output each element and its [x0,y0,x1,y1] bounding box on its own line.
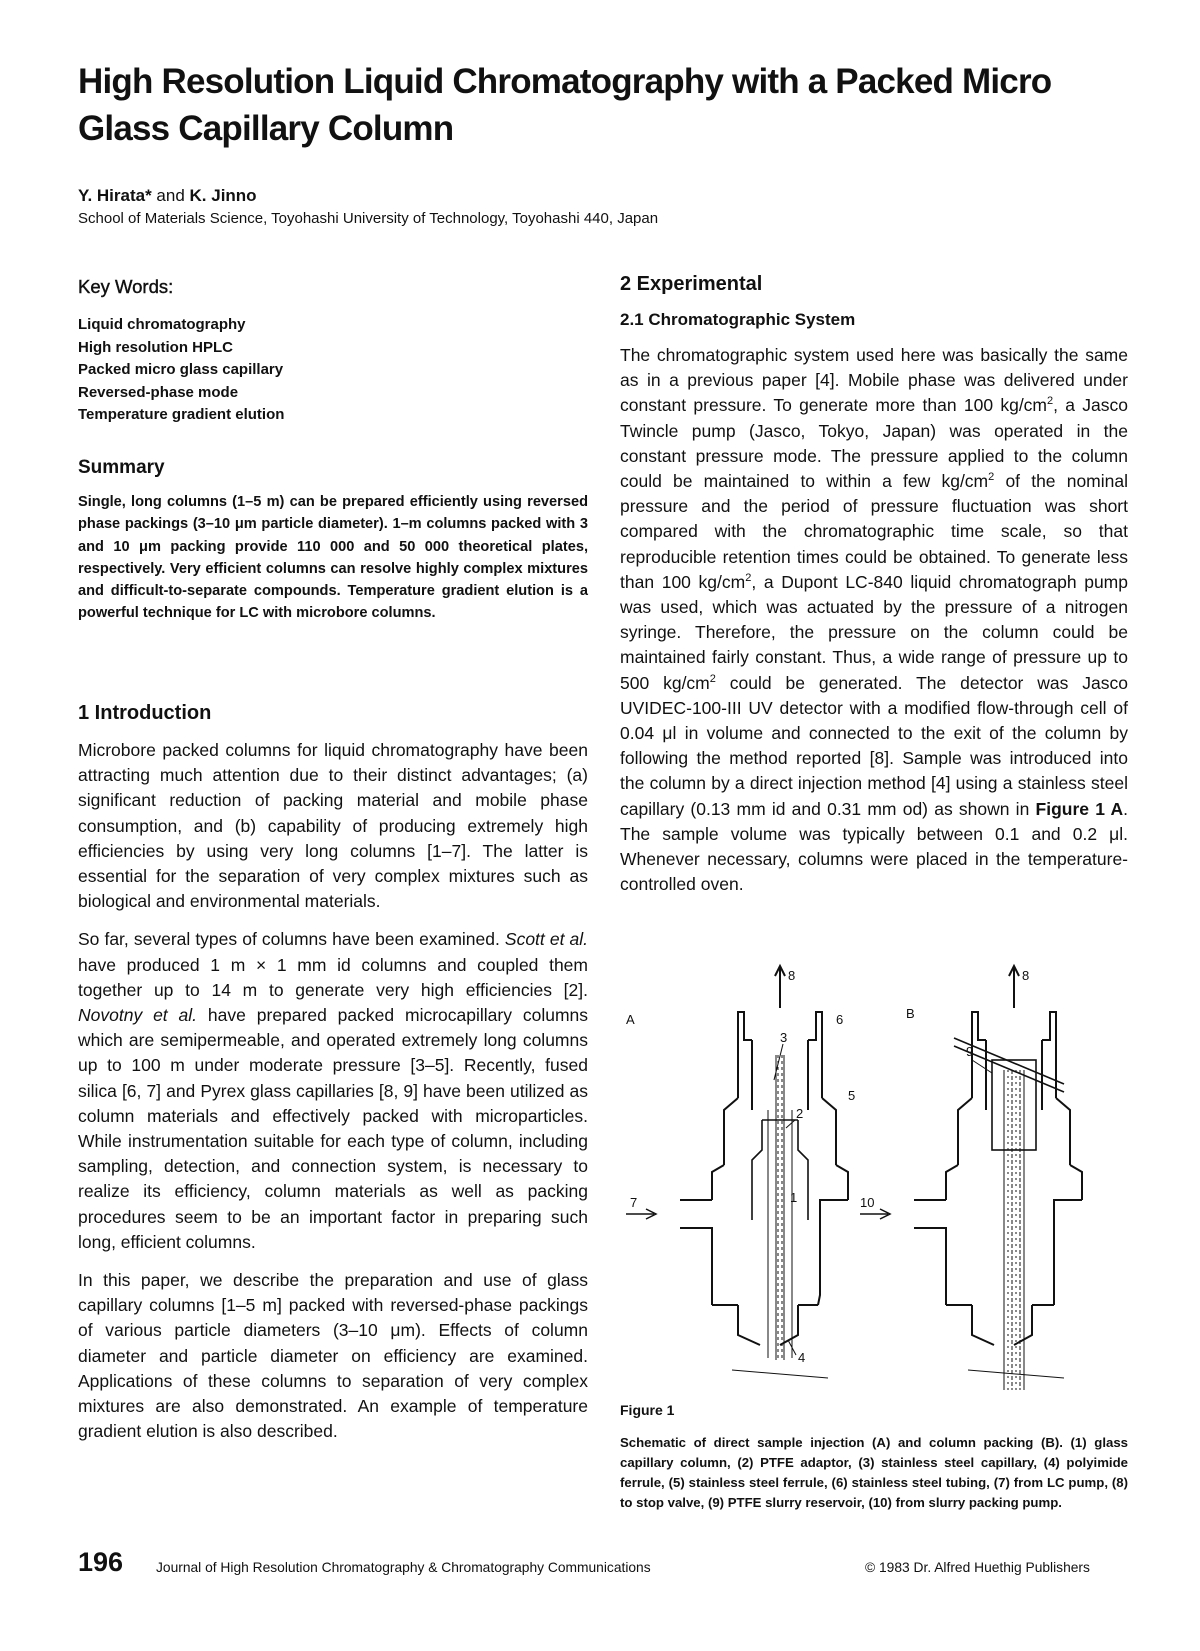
text-run: could be generated. The detector was Jasco UVIDEC-100-III UV detector with a modified flow-through cell of 0.04 μl in volume and connected to the exit of the column by following the method reported [8]. Sample was introduced into the column by a direct injection method [4] using a stainless steel capillary (0.13 mm id and 0.31 mm od) as shown in [620,672,1128,819]
text-run: of the nominal pressure and the period of pressure fluctuation was short compared with the chromatographic time scale, so that reproducible retention times could be obtained. To generate less than 100 kg/cm [620,471,1129,592]
introduction-paragraph-3: In this paper, we describe the preparation and use of glass capillary columns [1–5 m] packed with reversed-phase packings of various particle diameters (3–10 μm). Effects of column diameter and particle diameter on efficiency are examined. Applications of these columns to separation of very complex mixtures are also demonstrated. An example of temperature gradient elution is also described. [78,1270,588,1442]
label-8a: 8 [788,968,796,983]
keywords-heading: Key Words: [78,276,174,297]
experimental-section [620,273,1128,897]
text-run: have prepared packed microcapillary columns which are semipermeable, and operated extremely long columns up to 100 m under moderate pressure [3–5]. Recently, fused silica [6, 7] and Pyrex glass capillaries [8, 9] have been utilized as column materials and effectively packed with microparticles. While instrumentation suitable for each type of column, including sampling, detection, and connection system, is necessary to realize its efficiency, column materials as well as packing procedures seem to be an important factor in preparing such long, efficient columns. [78,1005,589,1252]
label-10: 10 [860,1195,875,1210]
text-run: So far, several types of columns have been examined. [78,929,505,950]
label-9: 9 [966,1044,974,1059]
figure-caption: Schematic of direct sample injection (A) and column packing (B). (1) glass capillary column, (2) PTFE adaptor, (3) stainless steel capillary, (4) polyimide ferrule, (5) stainless steel ferrule, (6) stainless steel tubing, (7) from LC pump, (8) to stop valve, (9) PTFE slurry reservoir, (10) from slurry packing pump. [620,1435,1128,1510]
text-run-italic: Novotny et al. [78,1005,198,1026]
summary-heading: Summary [78,457,165,478]
introduction-paragraph-2 [78,927,588,1255]
superscript: 2 [1047,395,1054,408]
label-1: 1 [790,1190,798,1205]
keyword-item: Liquid chromatography [78,316,246,333]
authors [78,186,257,206]
introduction-paragraph-1: Microbore packed columns for liquid chromatography have been attracting much attention due to their distinct advantages; (a) significant reduction of packing material and mobile phase consumption, and (b) capability of producing extremely high efficiencies by using very long columns [1–7]. The latter is essential for the separation of very complex mixtures such as biological and environmental materials. [78,740,588,912]
label-5: 5 [848,1088,856,1103]
keyword-item: Reversed-phase mode [78,383,239,401]
label-4: 4 [798,1350,806,1365]
label-2: 2 [796,1106,804,1121]
superscript: 2 [709,672,716,685]
text-run: , a Jasco Twincle pump (Jasco, Tokyo, Japan) was operated in the constant pressure mode. The pressure applied to the column could be maintained to within a few kg/cm [620,395,1128,492]
paper-title: High Resolution Liquid Chromatography with a Packed Micro Glass Capillary Column [78,62,1052,148]
text-run-italic: Scott et al. [504,929,588,950]
copyright: © 1983 Dr. Alfred Huethig Publishers [865,1560,1090,1575]
keywords-block [78,276,588,427]
text-run: have produced 1 m × 1 mm id columns and coupled them together up to 14 m to generate very high efficiencies [2]. [78,954,588,1000]
keyword-item: High resolution HPLC [78,338,233,356]
figure-reference: Figure 1 A [1035,798,1124,819]
keywords-list [78,314,588,427]
label-6: 6 [836,1012,844,1027]
superscript: 2 [988,471,995,484]
experimental-paragraph [620,343,1128,897]
figure-1-schematic [620,960,1140,1430]
introduction-heading: 1 Introduction [78,702,212,724]
capillary-a [680,1055,828,1378]
author-conjunction: and [151,186,190,205]
author-2: K. Jinno [189,186,257,205]
label-7: 7 [630,1195,638,1210]
text-run: The chromatographic system used here was basically the same as in a previous paper [4]. Mobile phase was delivered under constant pressure. To generate more than 100 kg/cm [620,345,1128,416]
affiliation: School of Materials Science, Toyohashi University of Technology, Toyohashi 440, Japan [78,210,659,227]
keyword-item: Temperature gradient elution [78,406,285,423]
introduction-section [78,702,588,1444]
page-number: 196 [78,1547,124,1577]
figure-label: Figure 1 [620,1402,675,1418]
text-run: , a Dupont LC-840 liquid chromatograph pump was used, which was actuated by the pressure of a nitrogen syringe. Therefore, the pressure on the column could be maintained fairly constant. Thus, a wide range of pressure up to 500 kg/cm [620,571,1128,693]
label-8b: 8 [1022,968,1030,983]
superscript: 2 [745,572,752,584]
journal-name: Journal of High Resolution Chromatography & Chromatography Communications [156,1560,651,1575]
author-1: Y. Hirata* [78,186,152,205]
experimental-heading: 2 Experimental [620,273,763,295]
text-run: . The sample volume was typically between 0.1 and 0.2 μl. Whenever necessary, columns were placed in the temperature-controlled oven. [620,798,1128,895]
diagram-b [914,966,1082,1345]
label-a: A [626,1012,635,1027]
diagram-a [680,966,848,1345]
summary-text: Single, long columns (1–5 m) can be prepared efficiently using reversed phase packings (3–10 μm particle diameter). 1–m columns packed with 3 and 10 μm packing provide 110 000 and 50 000 theoretical plates, respectively. Very efficient columns can resolve highly complex mixtures and difficult-to-separate compounds. Temperature gradient elution is a powerful technique for LC with microbore columns. [78,494,588,622]
label-b: B [906,1006,915,1021]
column-b-hatching [968,1070,1064,1390]
summary-block [78,457,588,625]
subsection-heading: 2.1 Chromatographic System [620,310,856,329]
keyword-item: Packed micro glass capillary [78,361,284,378]
label-3: 3 [780,1030,788,1045]
